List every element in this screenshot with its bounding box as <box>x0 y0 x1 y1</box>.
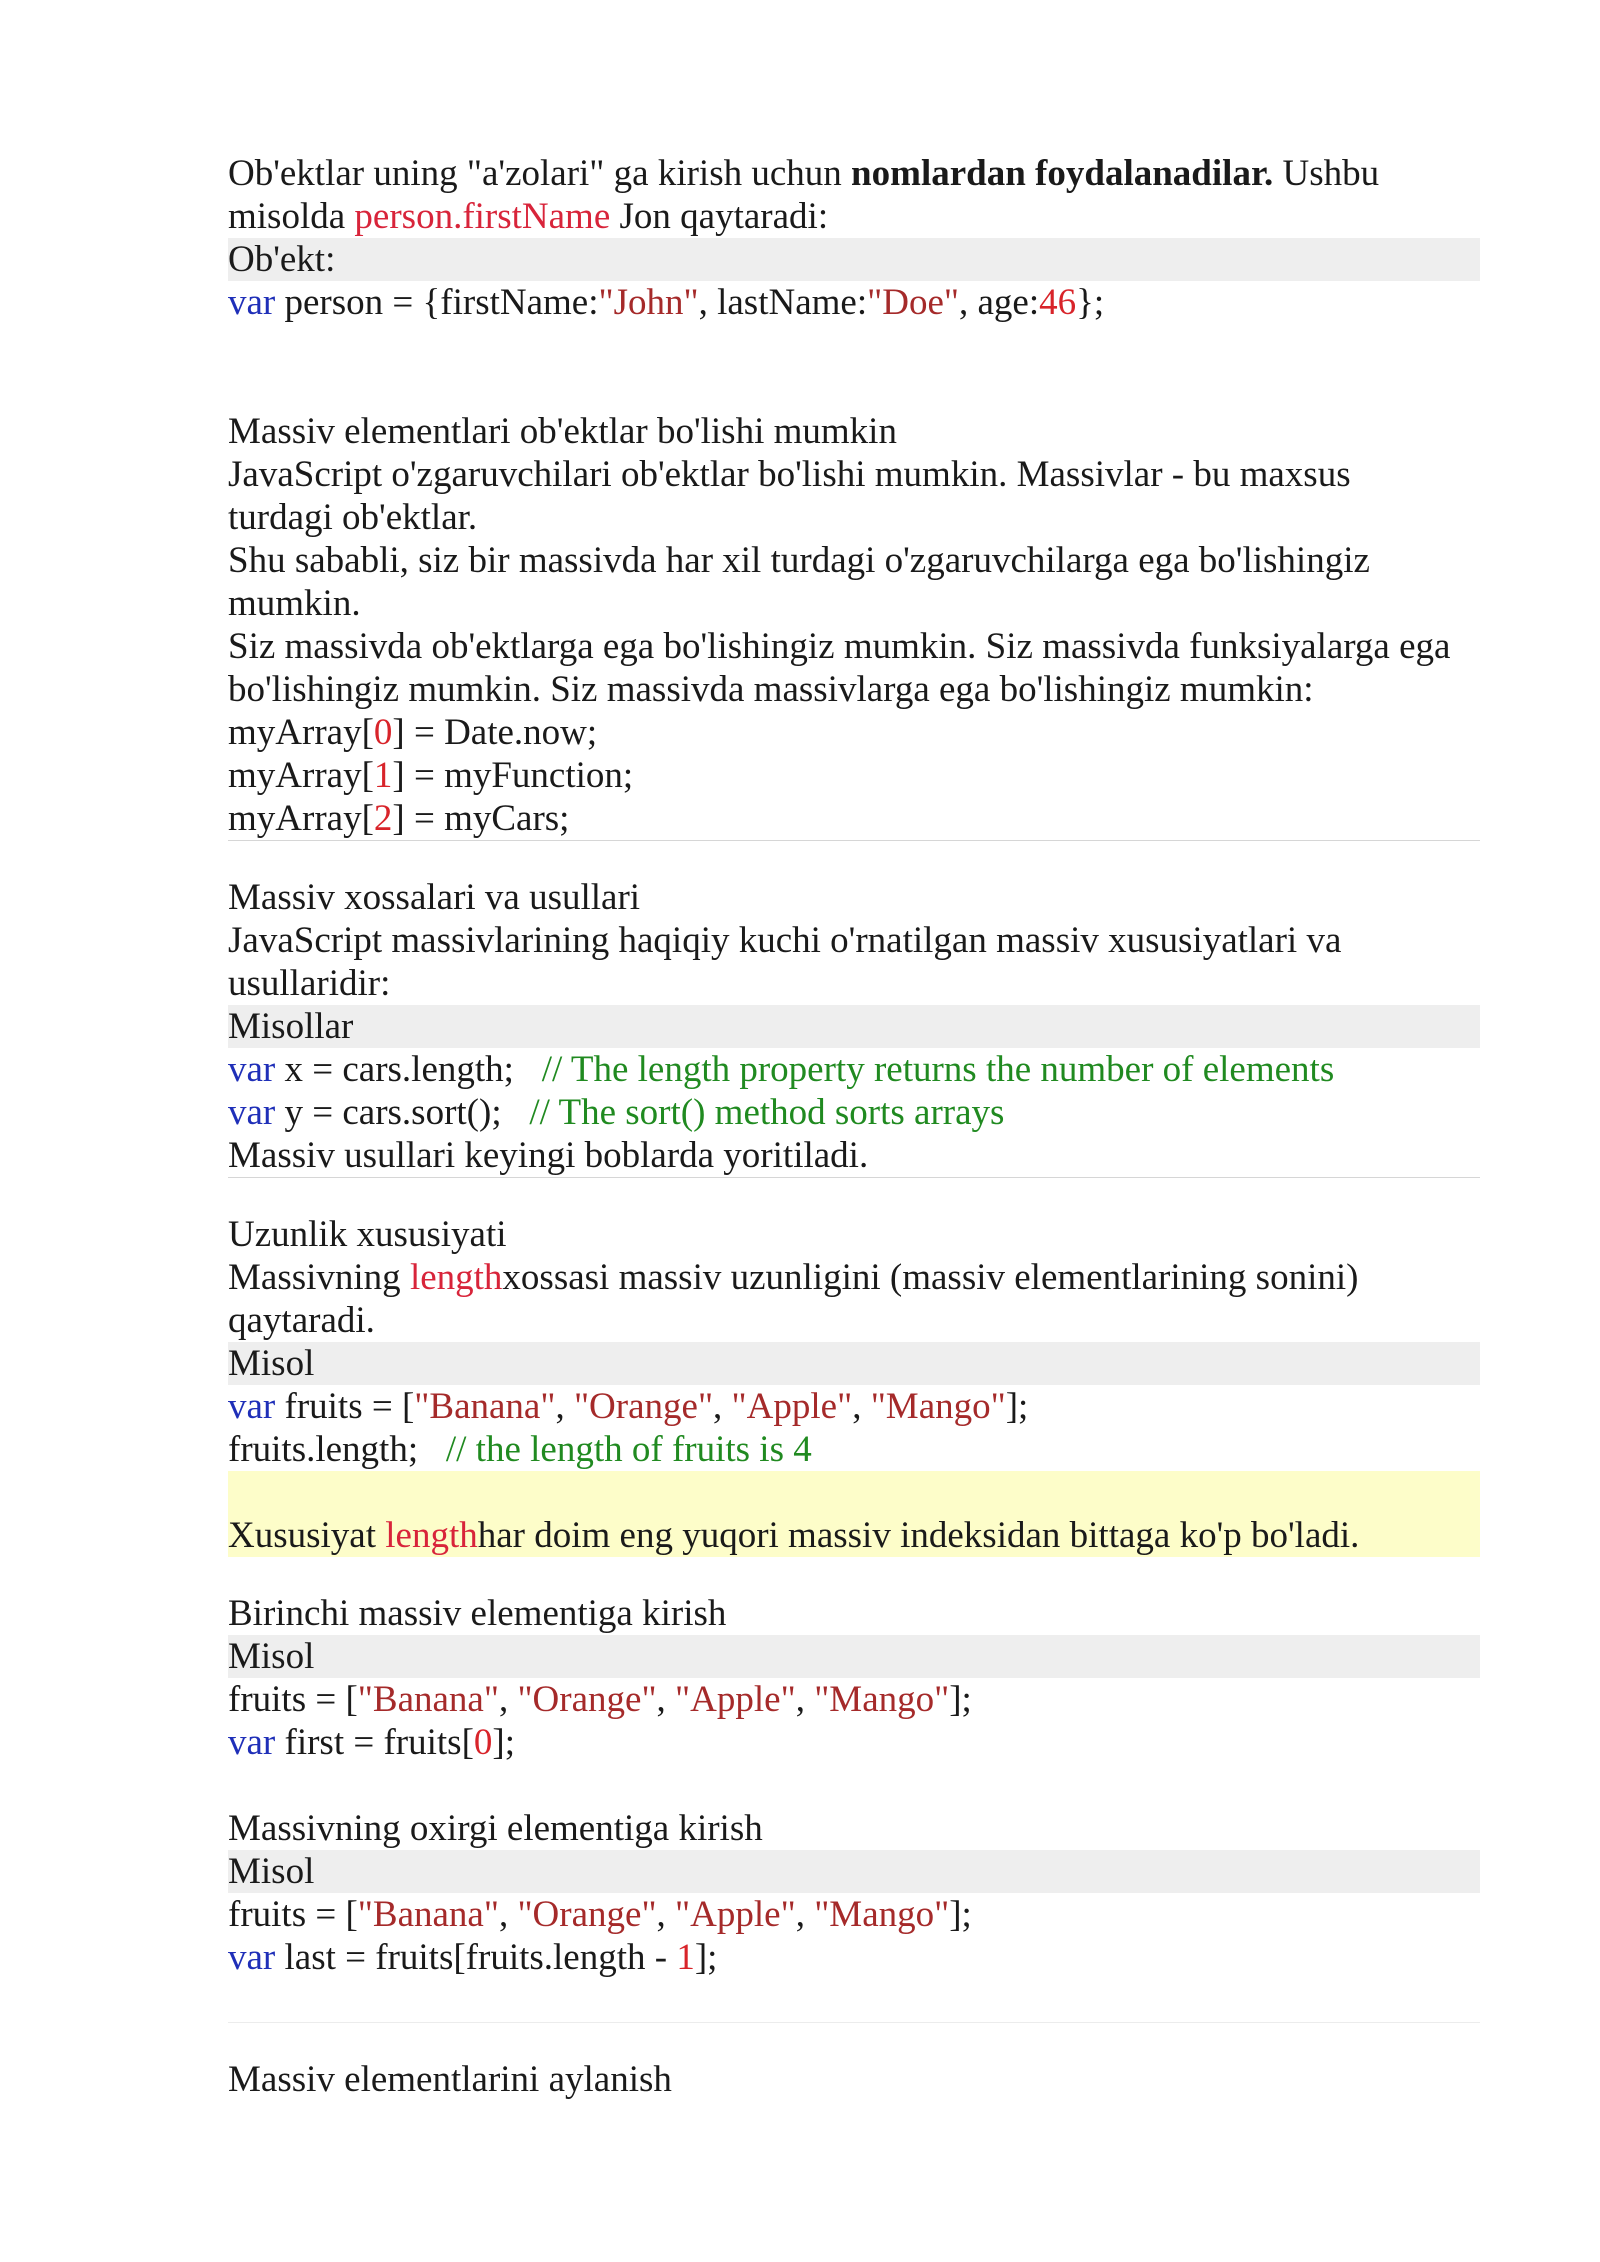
code-line <box>228 1385 1480 1428</box>
code-text: person = {firstName: <box>275 282 599 323</box>
inline-code-highlight: length <box>409 1257 503 1298</box>
code-text: , <box>555 1386 574 1427</box>
code-text: ]; <box>949 1894 972 1935</box>
code-keyword: var <box>228 1049 276 1090</box>
paragraph-line: Shu sababli, siz bir massivda har xil turdagi o'zgaruvchilarga ega bo'lishingiz <box>228 540 1370 581</box>
code-string: "Apple" <box>675 1679 796 1720</box>
code-text: fruits = [ <box>275 1386 415 1427</box>
document-content <box>228 152 1480 2101</box>
code-text: last = fruits[fruits.length - <box>275 1937 677 1978</box>
code-text: fruits.length; <box>228 1429 446 1470</box>
code-string: "Banana" <box>357 1679 499 1720</box>
example-label: Misol <box>228 1850 1480 1893</box>
code-text: , lastName: <box>698 282 868 323</box>
paragraph-line: bo'lishingiz mumkin. Siz massivda massivlarga ega bo'lishingiz mumkin: <box>228 669 1314 710</box>
code-text: , <box>795 1894 815 1935</box>
example-label: Ob'ekt: <box>228 238 1480 281</box>
paragraph-line: JavaScript massivlarining haqiqiy kuchi o'rnatilgan massiv xususiyatlari va <box>228 920 1342 961</box>
paragraph-line: Massiv usullari keyingi boblarda yoritiladi. <box>228 1135 869 1176</box>
text: xossasi massiv uzunligini (massiv elementlarining sonini) <box>502 1257 1359 1298</box>
text: misolda <box>228 196 355 237</box>
code-text: myArray[ <box>228 712 374 753</box>
code-number: 46 <box>1039 282 1077 323</box>
code-text: y = cars.sort(); <box>275 1092 530 1133</box>
paragraph-line <box>228 195 1480 238</box>
code-number: 0 <box>473 1722 493 1763</box>
section-heading: Massiv elementlarini aylanish <box>228 2059 672 2100</box>
code-keyword: var <box>228 282 276 323</box>
code-number: 2 <box>373 798 393 839</box>
code-line <box>228 1721 1480 1764</box>
section-heading: Birinchi massiv elementiga kirish <box>228 1593 727 1634</box>
code-line <box>228 1091 1480 1134</box>
code-line <box>228 1048 1480 1091</box>
code-text: ] = myCars; <box>392 798 570 839</box>
paragraph-line: qaytaradi. <box>228 1300 375 1341</box>
code-keyword: var <box>228 1092 276 1133</box>
note-line <box>228 1514 1480 1557</box>
code-text: , <box>656 1894 676 1935</box>
code-line <box>228 754 1480 797</box>
code-string: "Banana" <box>357 1894 499 1935</box>
text: har doim eng yuqori massiv indeksidan bittaga ko'p bo'ladi. <box>477 1515 1360 1556</box>
paragraph-line <box>228 1256 1480 1299</box>
code-text: ] = Date.now; <box>392 712 598 753</box>
code-string: "Mango" <box>814 1894 950 1935</box>
example-label: Misollar <box>228 1005 1480 1048</box>
section-heading: Uzunlik xususiyati <box>228 1214 507 1255</box>
code-text: myArray[ <box>228 798 374 839</box>
code-text: , <box>795 1679 815 1720</box>
text: Ushbu <box>1273 153 1380 194</box>
code-line <box>228 281 1480 324</box>
code-text: myArray[ <box>228 755 374 796</box>
code-text: }; <box>1076 282 1105 323</box>
example-label: Misol <box>228 1635 1480 1678</box>
code-text: ]; <box>694 1937 718 1978</box>
code-number: 1 <box>373 755 393 796</box>
paragraph-line: usullaridir: <box>228 963 391 1004</box>
text: Massivning <box>228 1257 410 1298</box>
code-line <box>228 1936 1480 1979</box>
code-text: , <box>852 1386 871 1427</box>
code-keyword: var <box>228 1386 276 1427</box>
code-text: fruits = [ <box>228 1679 358 1720</box>
code-text: , age: <box>958 282 1040 323</box>
code-keyword: var <box>228 1937 276 1978</box>
code-string: "Banana" <box>414 1386 556 1427</box>
note-box <box>228 1471 1480 1557</box>
code-string: "Orange" <box>517 1894 657 1935</box>
section-heading: Massiv xossalari va usullari <box>228 877 641 918</box>
code-number: 1 <box>676 1937 695 1978</box>
code-string: "Apple" <box>675 1894 796 1935</box>
code-string: "Orange" <box>517 1679 657 1720</box>
code-line <box>228 797 1480 840</box>
text: Jon qaytaradi: <box>610 196 829 237</box>
code-number: 0 <box>373 712 393 753</box>
paragraph-line: Siz massivda ob'ektlarga ega bo'lishingiz mumkin. Siz massivda funksiyalarga ega <box>228 626 1451 667</box>
code-text: , <box>713 1386 732 1427</box>
code-string: "Apple" <box>731 1386 853 1427</box>
code-line <box>228 1893 1480 1936</box>
code-text: , <box>498 1679 518 1720</box>
code-text: , <box>656 1679 676 1720</box>
code-text: fruits = [ <box>228 1894 358 1935</box>
code-text: ] = myFunction; <box>392 755 634 796</box>
code-string: "Mango" <box>814 1679 950 1720</box>
code-line <box>228 1678 1480 1721</box>
paragraph-line: turdagi ob'ektlar. <box>228 497 478 538</box>
code-text: x = cars.length; <box>275 1049 542 1090</box>
code-string: "Doe" <box>867 282 959 323</box>
paragraph-line <box>228 152 1480 195</box>
text: Xususiyat <box>228 1515 386 1556</box>
code-comment: // The sort() method sorts arrays <box>529 1092 1005 1133</box>
code-keyword: var <box>228 1722 276 1763</box>
section-heading: Massiv elementlari ob'ektlar bo'lishi mumkin <box>228 411 897 452</box>
bold-text: nomlardan foydalanadilar. <box>851 153 1274 194</box>
code-line <box>228 711 1480 754</box>
text: Ob'ektlar uning "a'zolari" ga kirish uchun <box>228 153 852 194</box>
section-heading: Massivning oxirgi elementiga kirish <box>228 1808 763 1849</box>
code-string: "Orange" <box>573 1386 714 1427</box>
code-string: "Mango" <box>870 1386 1006 1427</box>
code-text: first = fruits[ <box>275 1722 474 1763</box>
code-text: ]; <box>1005 1386 1029 1427</box>
paragraph-line: JavaScript o'zgaruvchilari ob'ektlar bo'lishi mumkin. Massivlar - bu maxsus <box>228 454 1351 495</box>
code-text: ]; <box>949 1679 972 1720</box>
example-label: Misol <box>228 1342 1480 1385</box>
inline-code-highlight: person.firstName <box>354 196 611 237</box>
code-text: , <box>498 1894 518 1935</box>
code-line <box>228 1428 1480 1471</box>
code-text: ]; <box>492 1722 515 1763</box>
code-comment: // The length property returns the number of elements <box>541 1049 1335 1090</box>
paragraph-line: mumkin. <box>228 583 361 624</box>
code-comment: // the length of fruits is 4 <box>445 1429 812 1470</box>
inline-code-highlight: length <box>385 1515 478 1556</box>
code-string: "John" <box>598 282 699 323</box>
